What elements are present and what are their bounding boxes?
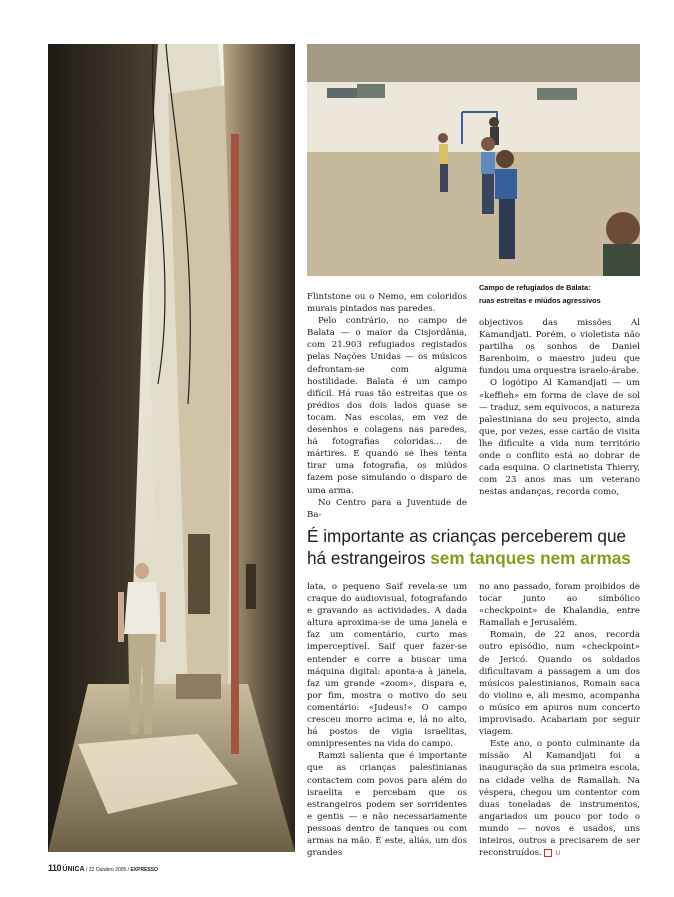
paragraph: No Centro para a Juventude de Ba- (307, 497, 467, 520)
paragraph-final-text: Este ano, o ponto culminante da missão Al Kamandjati foi a inauguração da sua primeira escola, na cidade velha de Ramallah. Na véspera, chegou um contentor com duas toneladas de instrumentos, angariados um pouco por todo o mundo — novos e usados, uns inteiros, outros a precisarem de ser reconstruídos. (479, 739, 640, 859)
paragraph: Romain, de 22 anos, recorda outro episódio, num «checkpoint» de Jericó. Quando os soldados dificultavam a passagem a um dos músicos palestinianos, Romain saca do violino e, ali mesmo, acompanha o músico em apuros num concerto improvisado. Acabariam por seguir viagem. (479, 630, 640, 738)
camp-children-photo (307, 44, 640, 276)
text-column-2 (479, 317, 640, 498)
caption-line-1: Campo de refugiados de Balata: (479, 283, 591, 292)
text-column-4 (479, 581, 640, 859)
text-column-1 (307, 291, 467, 521)
alley-photo (48, 44, 295, 852)
paragraph: lata, o pequeno Saif revela-se um craque do audiovisual, fotografando e gravando as actividades. A dada altura aproxima-se de uma janela e faz um comentário, curto mas imperceptível. Saif quer fazer-se entender e corre a buscar uma máquina digital: aponta-a à janela, faz um grande «zoom», dispara e, por fim, mostra o motivo do seu comentário: «Judeus!» O campo cresceu morro acima e, lá no alto, há postos de vigia israelitas, omnipresentes na vida do campo. (307, 582, 467, 750)
publisher-name: EXPRESSO (130, 867, 158, 873)
caption-line-2: ruas estreitas e miúdos agressivos (479, 296, 601, 305)
paragraph: O logótipo Al Kamandjati — um «keffieh» em forma de clave de sol — traduz, sem equívocos, a natureza palestiniana do seu projecto, ainda que, por vezes, esse cartão de visita lhe dificulte a vida num território onde o conflito está ao dobrar de cada esquina. O clarinetista Thierry, com 23 anos mas um veterano nestas andanças, recorda como, (479, 378, 640, 498)
paragraph: objectivos das missões Al Kamandjati. Porém, o violetista não partilha os sonhos de Daniel Barenboim, o maestro judeu que fundou uma orquestra israelo-árabe. (479, 318, 640, 377)
pull-quote (307, 525, 647, 569)
pull-quote-text: É importante as crianças perceberem que há estrangeiros (307, 526, 627, 568)
paragraph: Pelo contrário, no campo de Balata — o maior da Cisjordânia, com 21.903 refugiados registados pelas Nações Unidas — os músicos defrontam-se com alguma hostilidade. Balata é um campo difícil. Há ruas tão estreitas que os prédios dos dois lados quase se tocam. Nas escolas, em vez de desenhos e colagens nas paredes, há fotografias coloridas... de mártires. E quando se lhes tenta tirar uma fotografia, os miúdos fazem pose simulando o disparo de uma arma. (307, 316, 467, 496)
paragraph-final (479, 738, 640, 859)
issue-date: / 22 Outubro 2005 / (85, 867, 130, 873)
paragraph: Ramzi salienta que é importante que as crianças palestinianas contactem com povos para além do israelita e percebam que os estrangeiros podem ser sorridentes e gentis — e não necessariamente pessoas dentro de tanques ou com armas na mão. É este, aliás, um dos grandes (307, 751, 467, 859)
paragraph: Flintstone ou o Nemo, em coloridos murais pintados nas paredes. (307, 292, 467, 315)
text-column-3 (307, 581, 467, 859)
paragraph: no ano passado, foram proibidos de tocar junto ao simbólico «checkpoint» de Khalandia, entre Ramallah e Jerusalém. (479, 582, 640, 629)
page-footer (48, 863, 158, 873)
photo-caption (479, 281, 649, 307)
magazine-name: ÚNICA (62, 866, 85, 873)
pull-quote-highlight: sem tanques nem armas (430, 548, 631, 568)
page-number: 110 (48, 863, 62, 873)
end-mark-icon: U (544, 849, 552, 857)
